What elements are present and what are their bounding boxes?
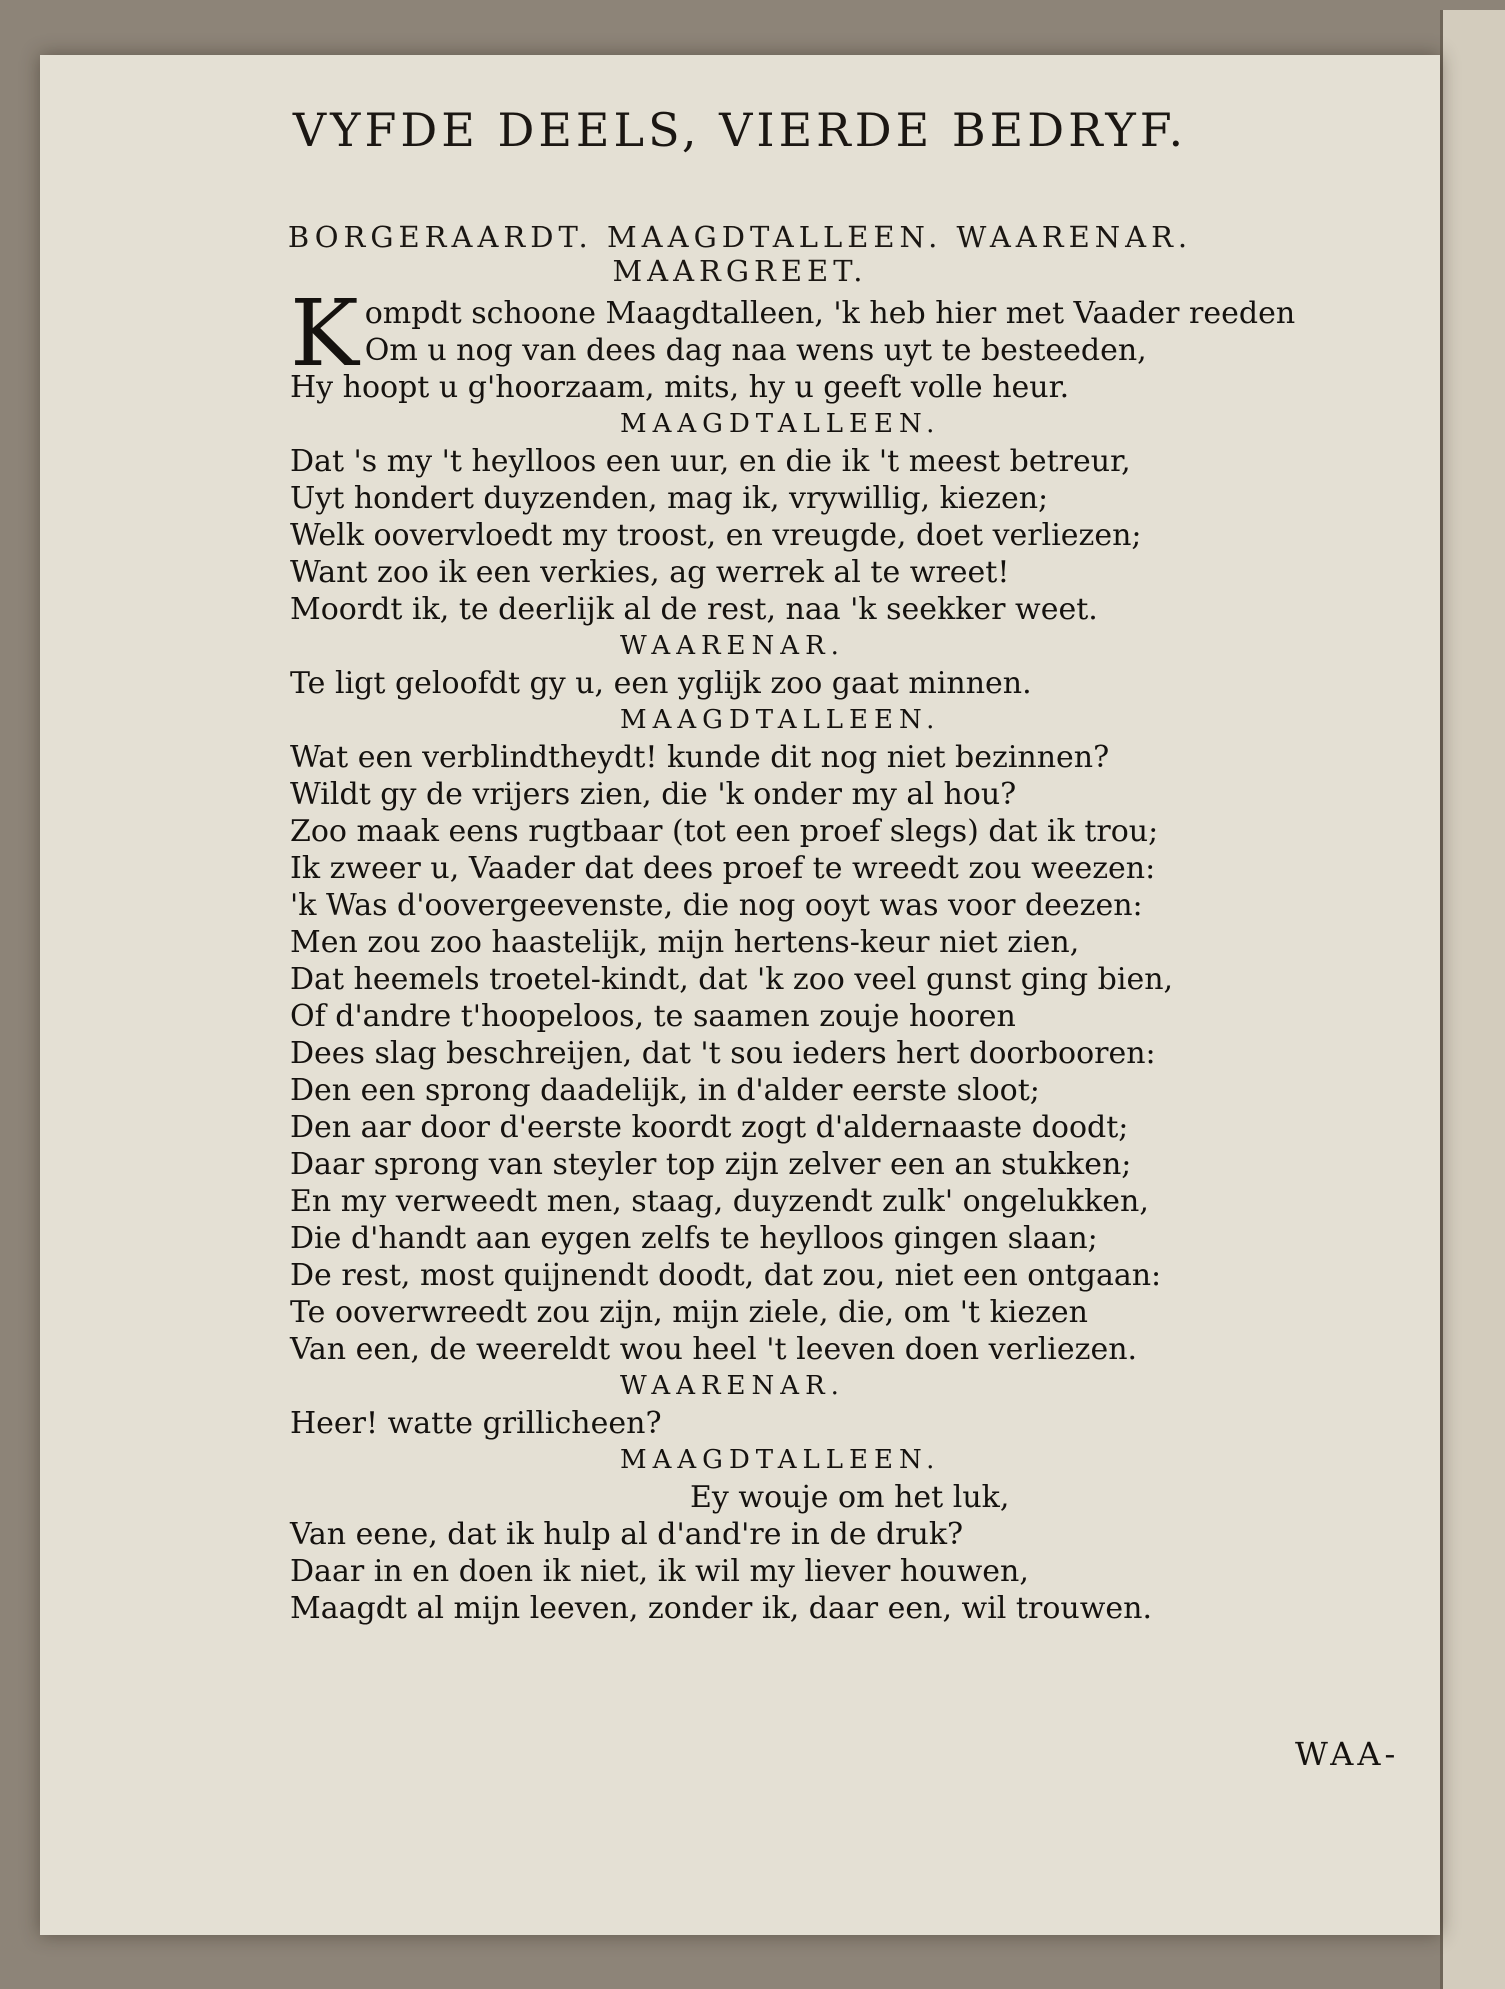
verse-line: Te ligt geloofdt gy u, een yglijk zoo gaat minnen. — [290, 666, 1032, 701]
adjacent-page-edge — [1440, 10, 1505, 1989]
verse-line: Den aar door d'eerste koordt zogt d'aldernaaste doodt; — [290, 1110, 1129, 1145]
verse-line: De rest, most quijnendt doodt, dat zou, niet een ontgaan: — [290, 1258, 1162, 1293]
verse-line: Heer! watte grillicheen? — [290, 1406, 662, 1441]
personae-line-1: BORGERAARDT. MAAGDTALLEEN. WAARENAR. — [287, 220, 1193, 254]
catchword: WAA- — [1295, 1735, 1400, 1773]
verse-line: Dat 's my 't heylloos een uur, en die ik 't meest betreur, — [290, 444, 1131, 479]
verse-line: Wildt gy de vrijers zien, die 'k onder my al hou? — [290, 777, 1017, 812]
verse-line: Van eene, dat ik hulp al d'and're in de druk? — [290, 1517, 964, 1552]
verse-line: Om u nog van dees dag naa wens uyt te besteeden, — [364, 333, 1147, 368]
verse-line: Zoo maak eens rugtbaar (tot een proef slegs) dat ik trou; — [290, 814, 1159, 849]
speaker-name: MAAGDTALLEEN. — [620, 705, 941, 735]
speaker-name: MAAGDTALLEEN. — [620, 1445, 941, 1475]
speaker-name: MAAGDTALLEEN. — [620, 409, 941, 439]
verse-line: Den een sprong daadelijk, in d'alder eerste sloot; — [290, 1073, 1040, 1108]
verse-line: Van een, de weereldt wou heel 't leeven doen verliezen. — [290, 1332, 1138, 1367]
running-header: VYFDE DEELS, VIERDE BEDRYF. — [292, 103, 1188, 157]
verse-line: En my verweedt men, staag, duyzendt zulk' ongelukken, — [290, 1184, 1149, 1219]
verse-line: Hy hoopt u g'hoorzaam, mits, hy u geeft volle heur. — [290, 370, 1070, 405]
verse-line: ompdt schoone Maagdtalleen, 'k heb hier met Vaader reeden — [364, 296, 1296, 331]
verse-line: Daar sprong van steyler top zijn zelver een an stukken; — [290, 1147, 1132, 1182]
speaker-name: WAARENAR. — [620, 631, 845, 661]
verse-line: Die d'handt aan eygen zelfs te heylloos gingen slaan; — [290, 1221, 1098, 1256]
personae-line-2: MAARGREET. — [612, 254, 868, 288]
verse-body — [290, 280, 1390, 1627]
verse-line: Ey wouje om het luk, — [690, 1480, 1010, 1515]
verse-line: Moordt ik, te deerlijk al de rest, naa 'k seekker weet. — [290, 592, 1098, 627]
verse-line: Want zoo ik een verkies, ag werrek al te wreet! — [290, 555, 1010, 590]
verse-line: Ik zweer u, Vaader dat dees proef te wreedt zou weezen: — [290, 851, 1156, 886]
book-page — [40, 55, 1440, 1935]
verse-line: 'k Was d'oovergeevenste, die nog ooyt was voor deezen: — [290, 888, 1143, 923]
speaker-name: WAARENAR. — [620, 1371, 845, 1401]
verse-line: Te ooverwreedt zou zijn, mijn ziele, die, om 't kiezen — [290, 1295, 1088, 1330]
verse-line: Welk oovervloedt my troost, en vreugde, doet verliezen; — [290, 518, 1142, 553]
drop-capital: K — [290, 280, 359, 387]
dramatis-personae — [40, 220, 1440, 288]
verse-line: Uyt hondert duyzenden, mag ik, vrywillig, kiezen; — [290, 481, 1049, 516]
verse-line: Men zou zoo haastelijk, mijn hertens-keur niet zien, — [290, 925, 1080, 960]
verse-line: Daar in en doen ik niet, ik wil my liever houwen, — [290, 1554, 1029, 1589]
verse-line: Dees slag beschreijen, dat 't sou ieders hert doorbooren: — [290, 1036, 1156, 1071]
verse-line: Dat heemels troetel-kindt, dat 'k zoo veel gunst ging bien, — [290, 962, 1174, 997]
verse-line: Maagdt al mijn leeven, zonder ik, daar een, wil trouwen. — [290, 1591, 1153, 1626]
verse-line: Wat een verblindtheydt! kunde dit nog niet bezinnen? — [290, 740, 1110, 775]
verse-line: Of d'andre t'hoopeloos, te saamen zouje hooren — [290, 999, 1016, 1034]
